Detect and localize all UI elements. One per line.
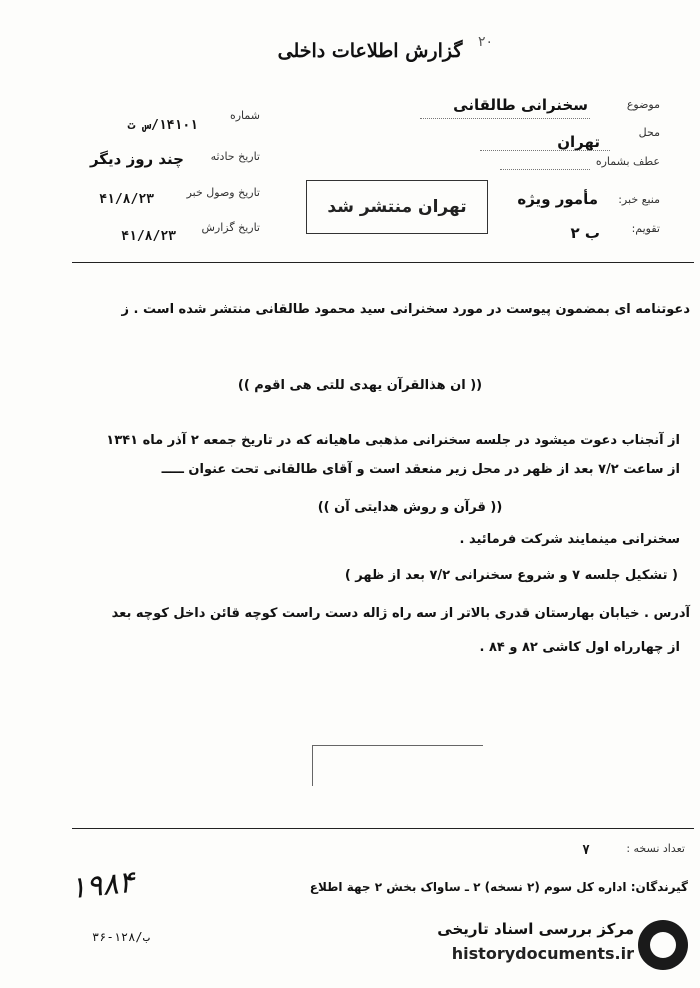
stamp-box [306,180,488,234]
corner-mark: ۲۰ [478,34,494,50]
location-line [480,150,610,151]
subject-value: سخنرانی طالقانی [453,96,588,114]
source-label: منبع خبر: [618,193,660,206]
event-date-value: چند روز دیگر [89,150,184,168]
received-date-value: ۴۱/۸/۲۳ [99,192,154,207]
copies-value: ۷ [582,843,590,858]
location-label: محل [638,126,660,139]
body-paragraph-3: سخنرانی مینمایند شرکت فرمائید . [459,532,680,547]
reference-line [500,169,590,170]
location-value: تهران [557,133,600,151]
handwritten-number: ۱۹۸۴ [68,864,137,907]
blank-box [312,745,483,786]
footer-separator [72,828,694,829]
body-paragraph-2: از ساعت ۷/۲ بعد از ظهر در محل زیر منعقد است و آقای طالقانی تحت عنوان ـــــ [161,462,680,477]
number-label: شماره [229,109,260,122]
body-paragraph-4: ( تشکیل جلسه ۷ و شروع سخنرانی ۷/۲ بعد از ظهر ) [344,568,678,583]
reference-label: عطف بشماره [595,155,660,168]
body-paragraph-5: آدرس . خیابان بهارستان قدری بالاتر از سه راه ژاله دست راست کوچه قائن داخل کوچه بعد [111,606,690,621]
report-date-label: تاریخ گزارش [201,221,260,234]
document-title: گزارش اطلاعات داخلی [277,40,463,62]
recipients-line: گیرندگان: اداره کل سوم (۲ نسخه) ۲ ـ ساواک بخش ۲ جهة اطلاع [309,880,688,894]
body-quote-2: (( قرآن و روش هدایتی آن )) [317,500,503,515]
subject-label: موضوع [626,98,660,111]
form-code: ب/۱۲۸-۳۶ [92,930,150,944]
event-date-label: تاریخ حادثه [210,150,260,163]
body-paragraph-1: از آنجناب دعوت میشود در جلسه سخنرانی مذهبی ماهیانه که در تاریخ جمعه ۲ آذر ماه ۱۳۴۱ [106,433,680,448]
rating-label: تقویم: [631,222,660,235]
report-date-value: ۴۱/۸/۲۳ [121,229,176,244]
watermark-name: مرکز بررسی اسناد تاریخی [437,920,634,938]
header-separator [72,262,694,263]
rating-value: ب ۲ [570,224,600,242]
stamp-text: تهران منتشر شد [327,197,467,217]
copies-label: تعداد نسخه : [626,842,685,855]
watermark-url: historydocuments.ir [451,944,634,963]
body-paragraph-6: از چهارراه اول کاشی ۸۲ و ۸۴ . [479,640,680,655]
body-intro: دعوتنامه ای بمضمون پیوست در مورد سخنرانی سید محمود طالقانی منتشر شده است . ز [121,302,690,317]
number-value: ۱۴۱۰۱/س ت [127,118,198,133]
archive-logo-icon [638,920,688,970]
body-quote-1: (( ان هذالقرآن یهدی للتی هی اقوم )) [237,378,483,393]
source-value: مأمور ویژه [517,190,598,208]
subject-line [420,118,590,119]
received-date-label: تاریخ وصول خبر [186,186,260,199]
